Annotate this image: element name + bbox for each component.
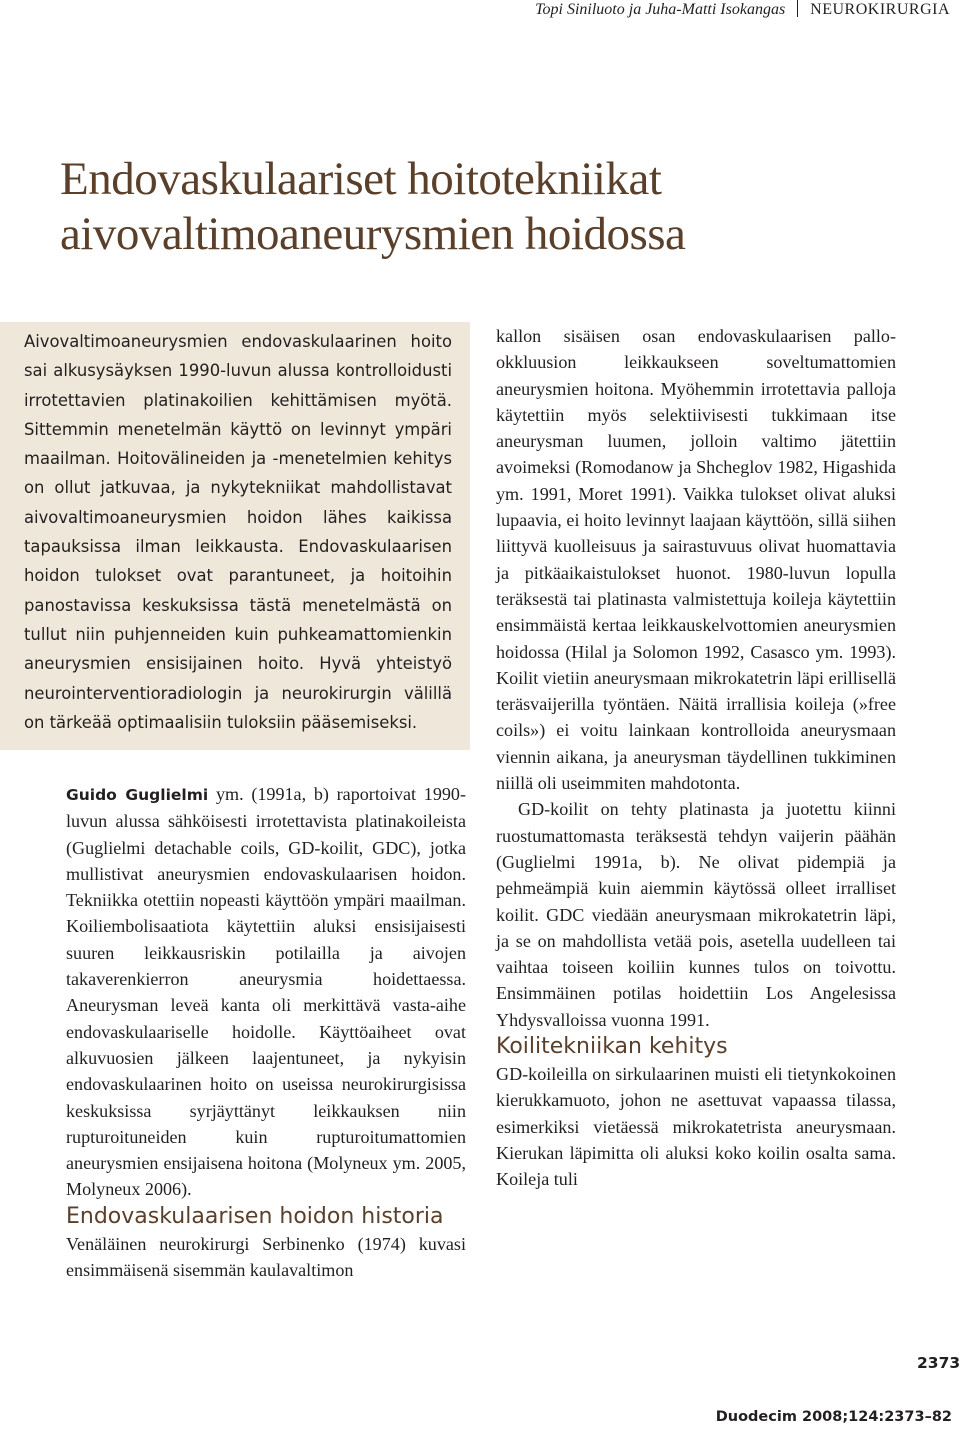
intro-author: Guido Guglielmi [66,786,209,804]
article-title [60,152,860,262]
header-divider [797,0,798,17]
coil-technique-heading: Koilitekniikan kehitys [496,1034,728,1060]
section-name: NEUROKIRURGIA [810,1,950,18]
history-heading: Endovaskulaarisen hoidon historia [66,1203,444,1229]
running-head [535,0,950,20]
history-paragraph-continued: kallon sisäisen osan endovaskulaarisen pallo-okkluusion leikkaukseen soveltumattomien aneurysmien hoitona. Myöhemmin irrotettavia palloja käytettiin myös selektiivisesti tukkimaan itse aneurysman luumen, jolloin valtimo jätettiin avoimeksi (Romodanow ja Shcheglov 1982, Higashida ym. 1991, Moret 1991). Vaikka tulokset olivat aluksi lupaavia, ei hoito levinnyt laajaan käyttöön, sillä siihen liittyvä kuolleisuus ja sairastuvuus olivat huomattavia ja pitkäaikaistulokset huonot. 1980-luvun lopulla teräksestä tai platinasta valmistettuja koileja käytettiin ensimmäistä kertaa leikkauskelvottomien aneurysmien hoidossa (Hilal ja Solomon 1992, Casasco ym. 1993). Koilit vietiin aneurysmaan mikrokatetrin läpi erillisellä teräsvaijerilla työntäen. Näitä irrallisia koileja (»free coils») ei voitu lainkaan kontrolloida aneurysmaan viennin aikana, ja aneurysman täydellinen tukkiminen niillä oli useimmiten mahdotonta. [496,326,896,794]
abstract-text: Aivovaltimoaneurysmien endovaskulaarinen hoito sai alkusysäyksen 1990-luvun alussa kontrolloidusti irrotettavien platinakoilien kehittämisen myötä. Sittemmin menetelmän käyttö on levinnyt ympäri maailman. Hoitovälineiden ja -menetelmien kehitys on ollut jatkuvaa, ja nykytekniikat mahdollistavat aivovaltimoaneurysmien hoidon lähes kaikissa tapauksissa ilman leikkausta. Endovaskulaarisen hoidon tulokset ovat parantuneet, ja hoitoihin panostavissa keskuksissa tästä menetelmästä on tullut niin puhjenneiden kuin puhkeamattomienkin aneurysmien ensisijainen hoito. Hyvä yhteistyö neurointerventioradiologin ja neurokirurgin välillä on tärkeää optimaalisiin tuloksiin pääsemiseksi. [24,332,452,732]
page-number: 2373 [917,1354,960,1372]
intro-text: ym. (1991a, b) raportoivat 1990-luvun alussa sähköisesti irrotettavista platinakoileista (Guglielmi detachable coils, GD-koilit, GDC), jotka mullistivat aneurysmien endovaskulaarisen hoidon. Tekniikka otettiin nopeasti käyttöön ympäri maailman. Koiliembolisaatiota käytettiin aluksi ensisijaisesti suuren leikkausriskin potilailla ja aivojen takaverenkierron aneurysmia hoidettaessa. Aneurysman leveä kanta oli merkittävä vasta-aihe endovaskulaariselle hoidolle. Käyttöaiheet ovat alkuvuosien jälkeen laajentuneet, ja nykyisin endovaskulaarinen hoito on useissa neurokirurgisissa keskuksissa syrjäyttänyt leikkauksen niin rupturoituneiden kuin rupturoitumattomien aneurysmien ensijaisena hoitona (Molyneux ym. 2005, Molyneux 2006). [66,784,466,1200]
author-names: Topi Siniluoto ja Juha-Matti Isokangas [535,1,786,18]
title-line-1: Endovaskulaariset hoitotekniikat [60,153,662,205]
title-line-2: aivovaltimoaneurysmien hoidossa [60,208,686,260]
coil-technique-paragraph: GD-koileilla on sirkulaarinen muisti eli tietynkokoinen kierukkamuoto, johon ne asettuvat vapaassa tilassa, esimerkiksi vietäessä mikrokatetrista aneurysmaan. Kierukan läpimitta oli aluksi koko koilin osalta sama. Koileja tuli [496,1064,896,1190]
left-column [66,781,466,1283]
right-column [496,323,896,1193]
history-paragraph: Venäläinen neurokirurgi Serbinenko (1974) kuvasi ensimmäisenä sisemmän kaulavaltimon [66,1233,466,1281]
intro-paragraph [66,781,466,1203]
journal-citation: Duodecim 2008;124:2373–82 [715,1409,952,1425]
gd-coil-paragraph: GD-koilit on tehty platinasta ja juotettu kiinni ruostumattomasta teräksestä tehdyn vaijerin päähän (Guglielmi 1991a, b). Ne olivat pidempiä ja pehmeämpiä kuin aiemmin käytössä olleet irralliset koilit. GDC viedään aneurysmaan mikrokatetrin läpi, ja se on mahdollista vetää pois, asetella uudelleen tai vaihtaa toiseen koiliin kunnes tulos on toivottu. Ensimmäinen potilas hoidettiin Los Angelesissa Yhdysvalloissa vuonna 1991. [496,799,896,1030]
